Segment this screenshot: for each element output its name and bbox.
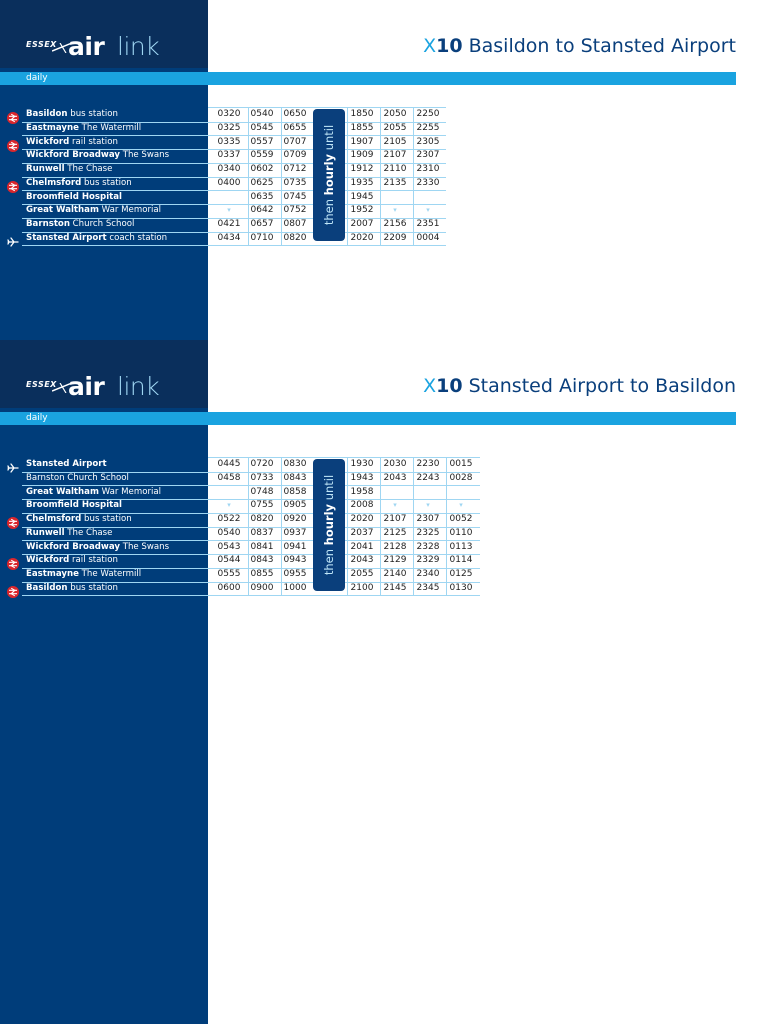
rail-icon bbox=[7, 137, 19, 149]
column-divider bbox=[413, 107, 414, 246]
time-cell: 0400 bbox=[217, 177, 241, 188]
time-cell: 0320 bbox=[217, 109, 241, 119]
time-cell: 0015 bbox=[449, 459, 473, 469]
stop-name: Wickford rail station bbox=[26, 555, 118, 566]
logo-air: air bbox=[68, 32, 105, 61]
time-cell: 0540 bbox=[217, 527, 241, 538]
stop-name: Barnston Church School bbox=[26, 219, 135, 229]
frequency-band bbox=[0, 72, 736, 85]
stop-name: Chelmsford bus station bbox=[26, 177, 132, 188]
time-cell: 1935 bbox=[350, 177, 374, 188]
logo-link: link bbox=[117, 32, 160, 61]
time-cell: 2243 bbox=[416, 472, 440, 483]
hourly-indicator: then hourly until bbox=[313, 459, 345, 591]
time-cell: 0052 bbox=[449, 514, 473, 524]
rail-icon bbox=[7, 555, 19, 567]
stop-name: Barnston Church School bbox=[26, 472, 129, 483]
time-cell: 2156 bbox=[383, 219, 407, 229]
rail-icon bbox=[7, 583, 19, 595]
stop-name: Stansted Airport bbox=[26, 459, 107, 469]
time-cell: 2020 bbox=[350, 232, 374, 243]
time-cell: 2110 bbox=[383, 164, 407, 174]
time-cell: ▾ bbox=[459, 501, 463, 510]
time-cell: 2305 bbox=[416, 136, 440, 147]
time-cell: 2020 bbox=[350, 514, 374, 524]
time-cell: 0113 bbox=[449, 541, 473, 552]
stop-name: Chelmsford bus station bbox=[26, 514, 132, 524]
time-cell: 2107 bbox=[383, 514, 407, 524]
time-cell: 0004 bbox=[416, 232, 440, 243]
time-cell: 1855 bbox=[350, 122, 374, 133]
time-cell: 0905 bbox=[283, 500, 307, 511]
time-cell: 1952 bbox=[350, 205, 374, 216]
time-cell: 0709 bbox=[283, 150, 307, 161]
time-cell: 0755 bbox=[250, 500, 274, 511]
time-cell: 2107 bbox=[383, 150, 407, 161]
time-cell: 0028 bbox=[449, 472, 473, 483]
time-cell: 2310 bbox=[416, 164, 440, 174]
time-cell: 2007 bbox=[350, 219, 374, 229]
stop-name: Eastmayne The Watermill bbox=[26, 122, 142, 133]
rail-icon bbox=[7, 109, 19, 121]
column-divider bbox=[380, 457, 381, 596]
column-divider bbox=[248, 457, 249, 596]
time-cell: 1930 bbox=[350, 459, 374, 469]
plane-icon bbox=[7, 459, 19, 471]
time-cell: 0820 bbox=[250, 514, 274, 524]
time-cell: 0657 bbox=[250, 219, 274, 229]
time-cell: 0458 bbox=[217, 472, 241, 483]
time-cell: 0635 bbox=[250, 191, 274, 202]
time-cell: 1909 bbox=[350, 150, 374, 161]
time-cell: 2330 bbox=[416, 177, 440, 188]
rail-icon bbox=[7, 514, 19, 526]
time-cell: 0325 bbox=[217, 122, 241, 133]
column-divider bbox=[446, 457, 447, 596]
time-cell: 0733 bbox=[250, 472, 274, 483]
time-cell: 0337 bbox=[217, 150, 241, 161]
airlink-logo bbox=[0, 13, 208, 81]
time-cell: 0125 bbox=[449, 569, 473, 579]
time-cell: 0841 bbox=[250, 541, 274, 552]
time-cell: 0735 bbox=[283, 177, 307, 188]
time-cell: 2329 bbox=[416, 555, 440, 566]
time-cell: 0434 bbox=[217, 232, 241, 243]
time-cell: 0712 bbox=[283, 164, 307, 174]
time-cell: 2043 bbox=[383, 472, 407, 483]
time-cell: 0820 bbox=[283, 232, 307, 243]
time-cell: 0837 bbox=[250, 527, 274, 538]
time-cell: 0445 bbox=[217, 459, 241, 469]
column-divider bbox=[347, 107, 348, 246]
time-cell: 0340 bbox=[217, 164, 241, 174]
time-cell: 1912 bbox=[350, 164, 374, 174]
time-cell: 0557 bbox=[250, 136, 274, 147]
hourly-indicator: then hourly until bbox=[313, 109, 345, 241]
time-cell: 2043 bbox=[350, 555, 374, 566]
time-cell: 2135 bbox=[383, 177, 407, 188]
time-cell: 1907 bbox=[350, 136, 374, 147]
time-cell: 2140 bbox=[383, 569, 407, 579]
time-cell: 2145 bbox=[383, 582, 407, 593]
stop-name: Wickford Broadway The Swans bbox=[26, 541, 170, 552]
stop-name: Wickford Broadway The Swans bbox=[26, 150, 170, 161]
time-cell: 2030 bbox=[383, 459, 407, 469]
column-divider bbox=[347, 457, 348, 596]
time-cell: 2351 bbox=[416, 219, 440, 229]
time-cell: 0421 bbox=[217, 219, 241, 229]
stop-name: Great Waltham War Memorial bbox=[26, 205, 162, 216]
time-cell: 0625 bbox=[250, 177, 274, 188]
route-description: Basildon to Stansted Airport bbox=[468, 35, 736, 57]
logo-link: link bbox=[117, 372, 160, 401]
stop-name: Runwell The Chase bbox=[26, 527, 113, 538]
time-cell: 0335 bbox=[217, 136, 241, 147]
time-cell: 0943 bbox=[283, 555, 307, 566]
time-cell: 2125 bbox=[383, 527, 407, 538]
frequency-label: daily bbox=[26, 73, 48, 83]
time-cell: 0544 bbox=[217, 555, 241, 566]
logo-air: air bbox=[68, 372, 105, 401]
time-cell: 0114 bbox=[449, 555, 473, 566]
time-cell: 0937 bbox=[283, 527, 307, 538]
time-cell: 0130 bbox=[449, 582, 473, 593]
time-cell: 2307 bbox=[416, 150, 440, 161]
column-divider bbox=[248, 107, 249, 246]
stop-name: Runwell The Chase bbox=[26, 164, 113, 174]
time-cell: 0920 bbox=[283, 514, 307, 524]
frequency-label: daily bbox=[26, 413, 48, 423]
stop-name: Eastmayne The Watermill bbox=[26, 569, 142, 579]
time-cell: 0941 bbox=[283, 541, 307, 552]
time-cell: 2209 bbox=[383, 232, 407, 243]
time-cell: ▾ bbox=[426, 501, 430, 510]
time-cell: 2230 bbox=[416, 459, 440, 469]
time-cell: 2128 bbox=[383, 541, 407, 552]
time-cell: 0843 bbox=[283, 472, 307, 483]
route-description: Stansted Airport to Basildon bbox=[468, 375, 736, 397]
time-cell: 0710 bbox=[250, 232, 274, 243]
time-cell: ▾ bbox=[393, 206, 397, 215]
time-cell: 0650 bbox=[283, 109, 307, 119]
time-cell: 0807 bbox=[283, 219, 307, 229]
time-cell: 2255 bbox=[416, 122, 440, 133]
time-cell: 2041 bbox=[350, 541, 374, 552]
time-cell: 2345 bbox=[416, 582, 440, 593]
time-cell: 2307 bbox=[416, 514, 440, 524]
time-cell: 0642 bbox=[250, 205, 274, 216]
time-cell: 0748 bbox=[250, 486, 274, 497]
column-divider bbox=[380, 107, 381, 246]
time-cell: 1945 bbox=[350, 191, 374, 202]
plane-icon bbox=[7, 233, 19, 245]
time-cell: 0600 bbox=[217, 582, 241, 593]
time-cell: 2129 bbox=[383, 555, 407, 566]
column-divider bbox=[413, 457, 414, 596]
route-title: X10 Stansted Airport to Basildon bbox=[423, 375, 736, 397]
time-cell: 2055 bbox=[350, 569, 374, 579]
rail-icon bbox=[7, 178, 19, 190]
time-cell: 0843 bbox=[250, 555, 274, 566]
frequency-band bbox=[0, 412, 736, 425]
time-cell: 2340 bbox=[416, 569, 440, 579]
time-cell: 0555 bbox=[217, 569, 241, 579]
stop-name: Broomfield Hospital bbox=[26, 500, 122, 511]
time-cell: 0522 bbox=[217, 514, 241, 524]
stop-name: Basildon bus station bbox=[26, 582, 118, 593]
stop-name: Stansted Airport coach station bbox=[26, 232, 168, 243]
time-cell: 0602 bbox=[250, 164, 274, 174]
time-cell: 1943 bbox=[350, 472, 374, 483]
time-cell: 2008 bbox=[350, 500, 374, 511]
route-number: 10 bbox=[436, 35, 463, 57]
time-cell: 0545 bbox=[250, 122, 274, 133]
time-cell: ▾ bbox=[426, 206, 430, 215]
column-divider bbox=[281, 107, 282, 246]
time-cell: ▾ bbox=[227, 501, 231, 510]
logo-essex: ESSEX bbox=[26, 40, 57, 49]
time-cell: 2250 bbox=[416, 109, 440, 119]
time-cell: ▾ bbox=[393, 501, 397, 510]
time-cell: 0858 bbox=[283, 486, 307, 497]
time-cell: 0110 bbox=[449, 527, 473, 538]
route-title: X10 Basildon to Stansted Airport bbox=[423, 35, 736, 57]
time-cell: 2328 bbox=[416, 541, 440, 552]
time-cell: 0745 bbox=[283, 191, 307, 202]
column-divider bbox=[281, 457, 282, 596]
route-number: 10 bbox=[436, 375, 463, 397]
stop-name: Broomfield Hospital bbox=[26, 191, 122, 202]
time-cell: 0752 bbox=[283, 205, 307, 216]
time-cell: 1000 bbox=[283, 582, 307, 593]
time-cell: 2105 bbox=[383, 136, 407, 147]
time-cell: 0955 bbox=[283, 569, 307, 579]
time-cell: 0855 bbox=[250, 569, 274, 579]
time-cell: 0830 bbox=[283, 459, 307, 469]
time-cell: 1850 bbox=[350, 109, 374, 119]
time-cell: 0540 bbox=[250, 109, 274, 119]
time-cell: 0707 bbox=[283, 136, 307, 147]
logo-essex: ESSEX bbox=[26, 380, 57, 389]
time-cell: 0900 bbox=[250, 582, 274, 593]
time-cell: 2100 bbox=[350, 582, 374, 593]
time-cell: 0543 bbox=[217, 541, 241, 552]
stop-name: Great Waltham War Memorial bbox=[26, 486, 162, 497]
time-cell: 2050 bbox=[383, 109, 407, 119]
airlink-logo bbox=[0, 353, 208, 421]
time-cell: 2055 bbox=[383, 122, 407, 133]
time-cell: 2325 bbox=[416, 527, 440, 538]
time-cell: ▾ bbox=[227, 206, 231, 215]
time-cell: 0655 bbox=[283, 122, 307, 133]
time-cell: 1958 bbox=[350, 486, 374, 497]
time-cell: 0559 bbox=[250, 150, 274, 161]
time-cell: 2037 bbox=[350, 527, 374, 538]
time-cell: 0720 bbox=[250, 459, 274, 469]
stop-name: Basildon bus station bbox=[26, 109, 118, 119]
stop-name: Wickford rail station bbox=[26, 136, 118, 147]
